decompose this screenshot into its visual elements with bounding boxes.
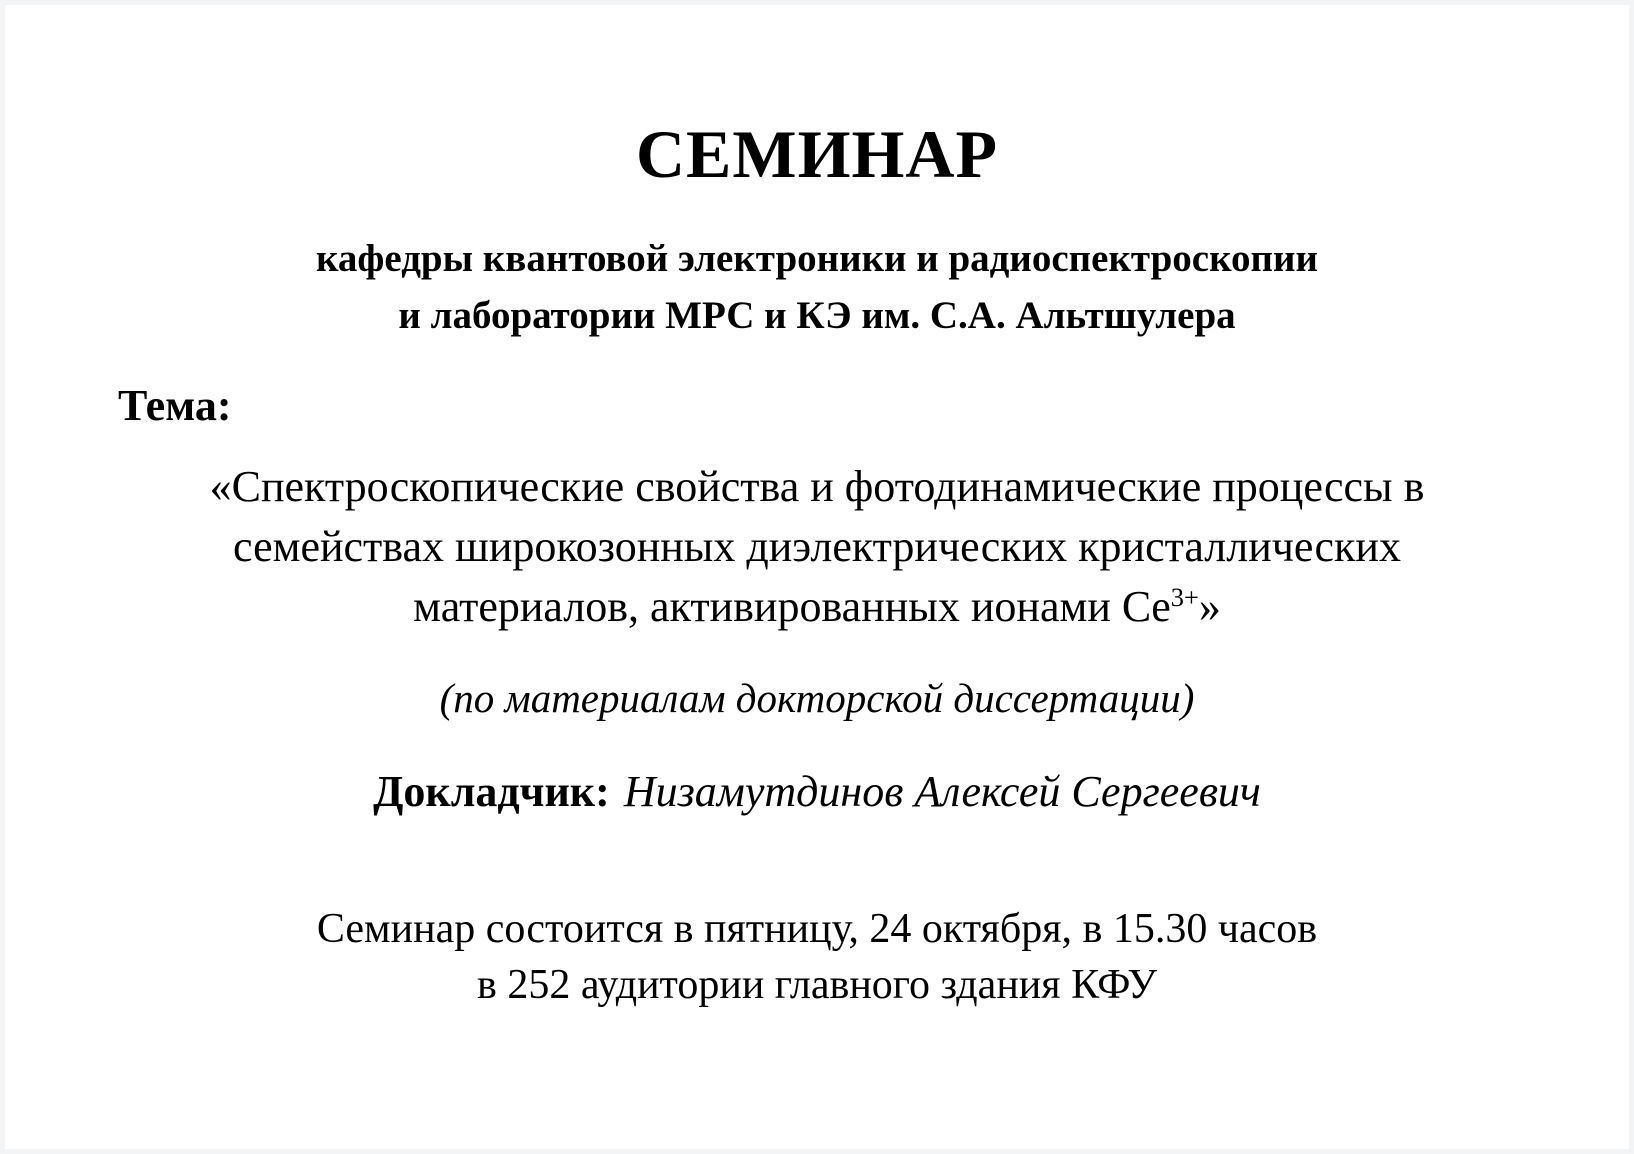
topic-text (110, 457, 1524, 642)
schedule-line2: в 252 аудитории главного здания КФУ (477, 961, 1157, 1008)
topic-line3-prefix: материалов, активированных ионами Ce (413, 581, 1171, 631)
topic-label: Тема: (118, 380, 232, 430)
schedule-info (110, 901, 1524, 1013)
schedule-line1: Семинар состоится в пятницу, 24 октября, в 15.30 часов (316, 905, 1318, 952)
announcement-content (5, 5, 1629, 1013)
seminar-title: СЕМИНАР (635, 116, 999, 192)
speaker-line (110, 766, 1524, 817)
basis-note: (по материалам докторской диссертации) (439, 674, 1195, 721)
announcement-page (5, 5, 1629, 1149)
organizer-subtitle-line2: и лаборатории МРС и КЭ им. С.А. Альтшулера (398, 293, 1236, 337)
organizer-subtitle-line1: кафедры квантовой электроники и радиоспектроскопии (316, 236, 1318, 280)
cerium-ion-superscript: 3+ (1170, 582, 1199, 613)
speaker-name: Низамутдинов Алексей Сергеевич (623, 766, 1261, 816)
organizer-subtitle (110, 230, 1524, 344)
topic-line3 (110, 577, 1524, 642)
topic-line3-suffix: » (1198, 581, 1221, 631)
speaker-label: Докладчик: (373, 766, 610, 816)
topic-line2: семействах широкозонных диэлектрических кристаллических (233, 521, 1401, 571)
topic-line1: «Спектроскопические свойства и фотодинамические процессы в (209, 461, 1425, 511)
